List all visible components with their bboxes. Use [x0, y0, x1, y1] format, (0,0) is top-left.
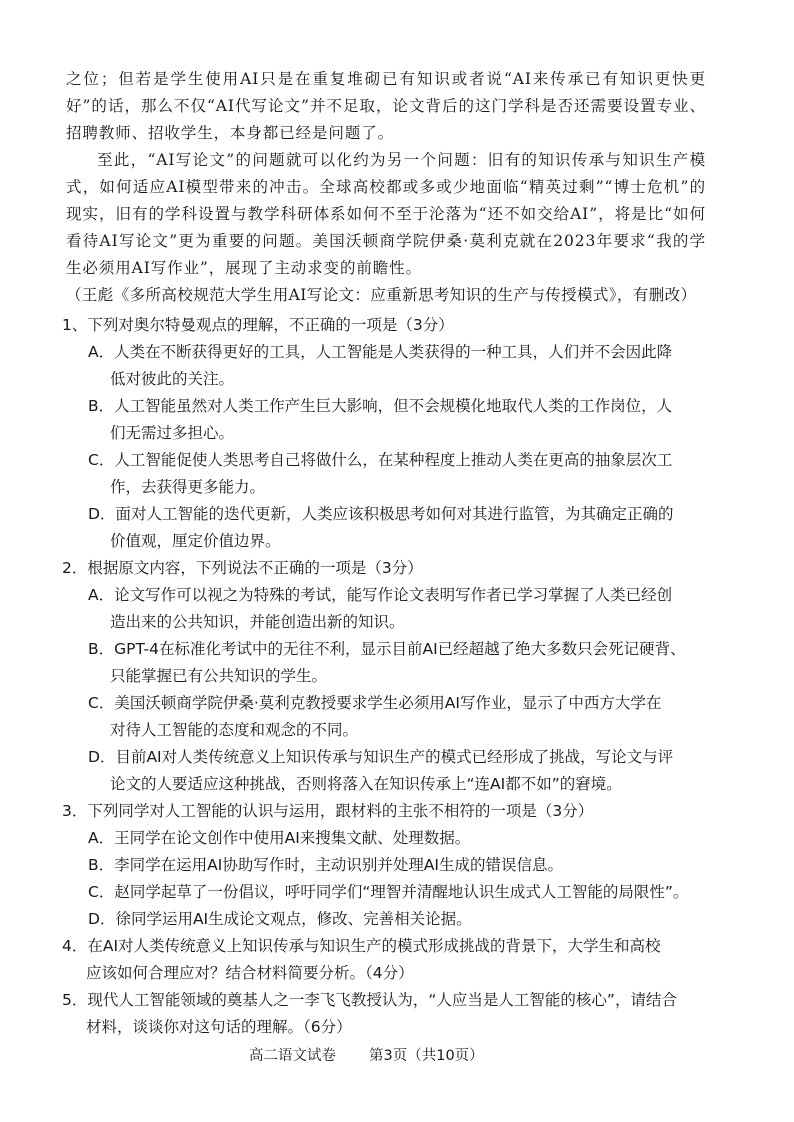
- question-stem: 2．根据原文内容，下列说法不正确的一项是（3分）: [62, 559, 423, 577]
- question-stem: 1、下列对奥尔特曼观点的理解，不正确的一项是（3分）: [62, 316, 454, 334]
- option-a: A．人类在不断获得更好的工具，人工智能是人类获得的一种工具，人们并不会因此降 低对彼此的关注。: [88, 343, 673, 388]
- question-number: 2．: [62, 559, 88, 577]
- question-stem-continued: 材料，谈谈你对这句话的理解。（6分）: [86, 1018, 352, 1036]
- paper-title: 高二语文试卷: [249, 1048, 336, 1064]
- question-number: 3．: [62, 802, 88, 820]
- question-1: [62, 312, 694, 555]
- option-a: A．论文写作可以视之为特殊的考试，能写作论文表明写作者已学习掌握了人类已经创 造出来的公共知识，并能创造出新的知识。: [88, 586, 673, 631]
- question-list: [62, 312, 694, 1041]
- option-c: C．人工智能促使人类思考自己将做什么，在某种程度上推动人类在更高的抽象层次工 作，去获得更多能力。: [88, 451, 673, 496]
- question-3: [62, 798, 694, 933]
- option-b: B．GPT-4在标准化考试中的无往不利，显示目前AI已经超越了绝大多数只会死记硬背、 只能掌握已有公共知识的学生。: [88, 640, 686, 685]
- question-number: 4．: [62, 937, 88, 955]
- question-5: [62, 987, 694, 1041]
- question-4: [62, 933, 694, 987]
- question-2: [62, 555, 694, 798]
- question-stem: 5．现代人工智能领域的奠基人之一李飞飞教授认为，“人应当是人工智能的核心”，请结合: [62, 991, 677, 1009]
- option-c: C．美国沃顿商学院伊桑·莫利克教授要求学生必须用AI写作业，显示了中西方大学在 对待人工智能的态度和观念的不同。: [88, 694, 662, 739]
- option-b: B．李同学在运用AI协助写作时，主动识别并处理AI生成的错误信息。: [88, 856, 563, 874]
- option-d: D．面对人工智能的迭代更新，人类应该积极思考如何对其进行监管，为其确定正确的 价值观，厘定价值边界。: [88, 505, 674, 550]
- reading-passage: [66, 66, 706, 309]
- option-b: B．人工智能虽然对人类工作产生巨大影响，但不会规模化地取代人类的工作岗位，人 们无需过多担心。: [88, 397, 673, 442]
- question-stem: 3．下列同学对人工智能的认识与运用，跟材料的主张不相符的一项是（3分）: [62, 802, 594, 820]
- question-number: 1、: [62, 316, 88, 334]
- passage-source: （王彪《多所高校规范大学生用AI写论文：应重新思考知识的生产与传授模式》，有删改）: [66, 286, 697, 304]
- page-number: 第3页（共10页）: [369, 1048, 484, 1064]
- question-stem: 4．在AI对人类传统意义上知识传承与知识生产的模式形成挑战的背景下，大学生和高校: [62, 937, 661, 955]
- option-a: A．王同学在论文创作中使用AI来搜集文献、处理数据。: [88, 829, 471, 847]
- question-number: 5．: [62, 991, 88, 1009]
- passage-paragraph-1: 之位；但若是学生使用AI只是在重复堆砌已有知识或者说“AI来传承已有知识更快更好”的话，那么不仅“AI代写论文”并不足取，论文背后的这门学科是否还需要设置专业、招聘教师、招收学生，本身都已经是问题了。: [66, 70, 706, 142]
- passage-paragraph-2: 至此，“AI写论文”的问题就可以化约为另一个问题：旧有的知识传承与知识生产模式，如何适应AI模型带来的冲击。全球高校都或多或少地面临“精英过剩”“博士危机”的现实，旧有的学科设置与教学科研体系如何不至于沦落为“还不如交给AI”，将是比“如何看待AI写论文”更为重要的问题。美国沃顿商学院伊桑·莫利克就在2023年要求“我的学生必须用AI写作业”，展现了主动求变的前瞻性。: [66, 151, 706, 277]
- option-c: C．赵同学起草了一份倡议，呼吁同学们“理智并清醒地认识生成式人工智能的局限性”。: [88, 883, 689, 901]
- option-d: D．徐同学运用AI生成论文观点，修改、完善相关论据。: [88, 910, 472, 928]
- question-stem-continued: 应该如何合理应对？结合材料简要分析。（4分）: [86, 964, 414, 982]
- option-d: D．目前AI对人类传统意义上知识传承与知识生产的模式已经形成了挑战，写论文与评 论文的人要适应这种挑战，否则将落入在知识传承上“连AI都不如”的窘境。: [88, 748, 674, 793]
